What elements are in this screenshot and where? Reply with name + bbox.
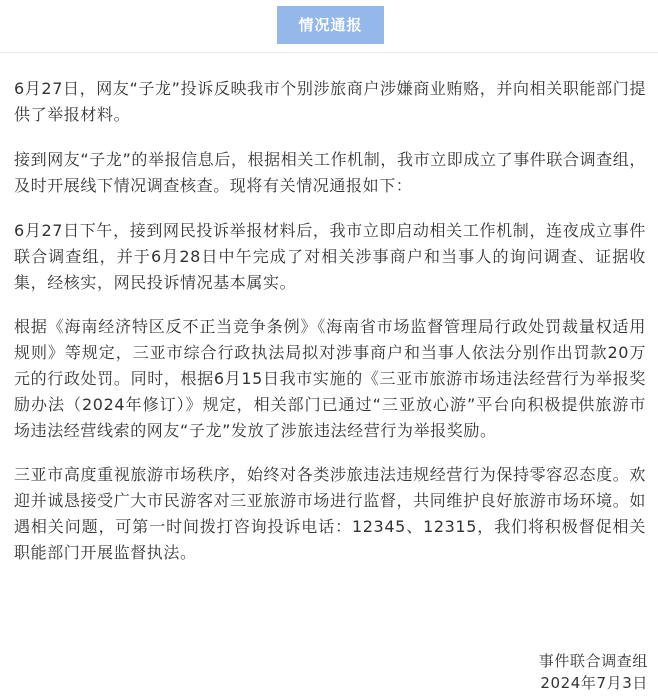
notice-body (14, 76, 646, 585)
signature-date: 2024年7月3日 (540, 674, 648, 692)
header-bar (0, 0, 658, 53)
paragraph-investigation-result: 6月27日下午，接到网民投诉举报材料后，我市立即启动相关工作机制，连夜成立事件联合调查组，并于6月28日中午完成了对相关涉事商户和当事人的询问调查、证据收集，经核实，网民投诉情况基本属实。 (14, 221, 646, 292)
signature-block (539, 650, 648, 694)
signature-org: 事件联合调查组 (538, 652, 648, 670)
paragraph-penalty-and-reward: 根据《海南经济特区反不正当竞争条例》《海南省市场监督管理局行政处罚裁量权适用规则》等规定，三亚市综合行政执法局拟对涉事商户和当事人依法分别作出罚款20万元的行政处罚。同时，根据6月15日我市实施的《三亚市旅游市场违法经营行为举报奖励办法（2024年修订）》规定，相关部门已通过“三亚放心游”平台向积极提供旅游市场违法经营线索的网友“子龙”发放了涉旅违法经营行为举报奖励。 (14, 317, 646, 440)
notice-title-banner: 情况通报 (277, 6, 384, 44)
paragraph-complaint: 6月27日，网友“子龙”投诉反映我市个别涉旅商户涉嫌商业贿赂，并向相关职能部门提供了举报材料。 (14, 79, 646, 124)
paragraph-investigation-start: 接到网友“子龙”的举报信息后，根据相关工作机制，我市立即成立了事件联合调查组，及时开展线下情况调查核查。现将有关情况通报如下： (14, 150, 646, 195)
paragraph-market-order: 三亚市高度重视旅游市场秩序，始终对各类涉旅违法违规经营行为保持零容忍态度。欢迎并诚恳接受广大市民游客对三亚旅游市场进行监督，共同维护良好旅游市场环境。如遇相关问题，可第一时间拨打咨询投诉电话：12345、12315，我们将积极督促相关职能部门开展监督执法。 (14, 465, 646, 562)
